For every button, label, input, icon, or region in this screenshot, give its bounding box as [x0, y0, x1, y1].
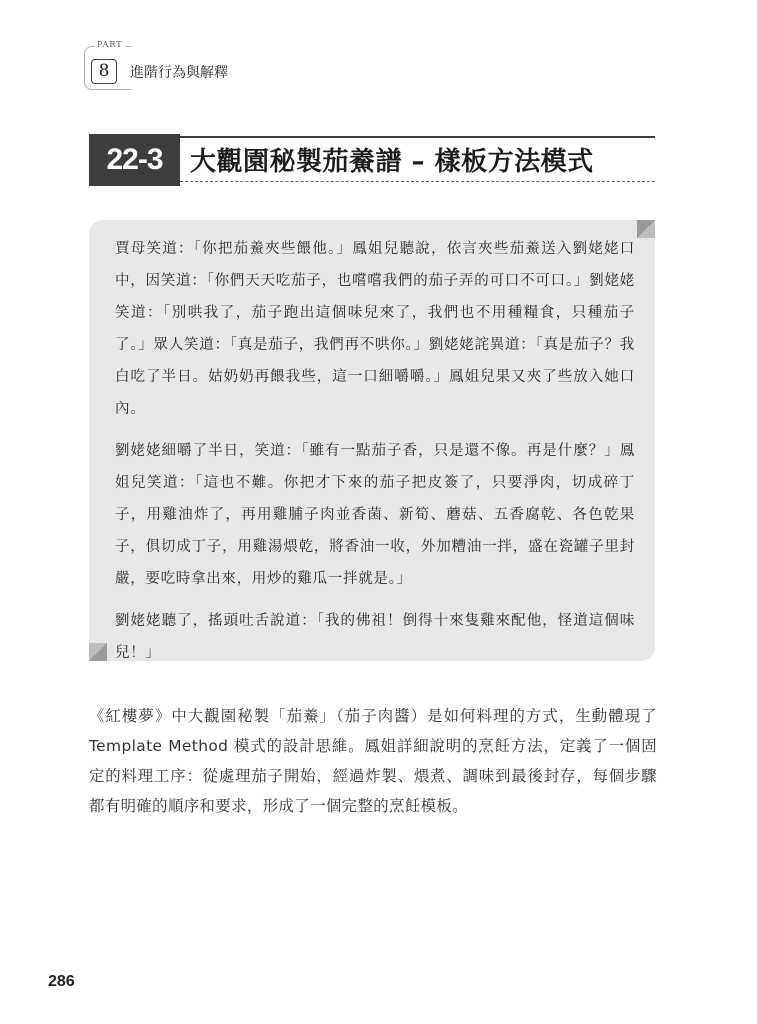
section-top-rule	[180, 136, 655, 138]
quote-paragraph-2: 劉姥姥細嚼了半日，笑道：「雖有一點茄子香，只是還不像。再是什麼？」鳳姐兒笑道：「這也不難。你把才下來的茄子把皮簽了，只要淨肉，切成碎丁子，用雞油炸了，再用雞脯子肉並香菌、新筍、蘑菇、五香腐乾、各色乾果子，俱切成丁子，用雞湯煨乾，將香油一收，外加糟油一拌，盛在瓷罐子里封嚴，要吃時拿出來，用炒的雞瓜一拌就是。」	[115, 443, 635, 587]
page-number: 286	[48, 973, 75, 990]
section-number-badge: 22-3	[89, 134, 180, 186]
corner-fold-bottom-left	[89, 643, 107, 661]
part-label: PART	[97, 40, 123, 49]
part-number-badge: 8	[91, 59, 117, 84]
section-title: 大觀園秘製茄鯗譜 – 樣板方法模式	[190, 147, 594, 177]
part-title: 進階行為與解釋	[130, 65, 228, 81]
section-dashed-rule	[180, 181, 655, 182]
body-paragraph: 《紅樓夢》中大觀園秘製「茄鯗」（茄子肉醬）是如何料理的方式，生動體現了 Template Method 模式的設計思維。鳳姐詳細說明的烹飪方法，定義了一個固定的料理工序：從處理茄子開始，經過炸製、煨煮、調味到最後封存，每個步驟都有明確的順序和要求，形成了一個完整的烹飪模板。	[89, 707, 657, 816]
quote-paragraph-3: 劉姥姥聽了，搖頭吐舌說道：「我的佛祖！倒得十來隻雞來配他，怪道這個味兒！」	[115, 613, 635, 661]
corner-fold-top-right	[637, 220, 655, 238]
quote-paragraph-1: 賈母笑道：「你把茄鯗夾些餵他。」鳳姐兒聽說，依言夾些茄鯗送入劉姥姥口中，因笑道：「你們天天吃茄子，也嚐嚐我們的茄子弄的可口不可口。」劉姥姥笑道：「別哄我了，茄子跑出這個味兒來了，我們也不用種糧食，只種茄子了。」眾人笑道：「真是茄子，我們再不哄你。」劉姥姥詫異道：「真是茄子？我白吃了半日。姑奶奶再餵我些，這一口細嚼嚼。」鳳姐兒果又夾了些放入她口內。	[115, 241, 635, 417]
quote-content	[115, 233, 635, 679]
